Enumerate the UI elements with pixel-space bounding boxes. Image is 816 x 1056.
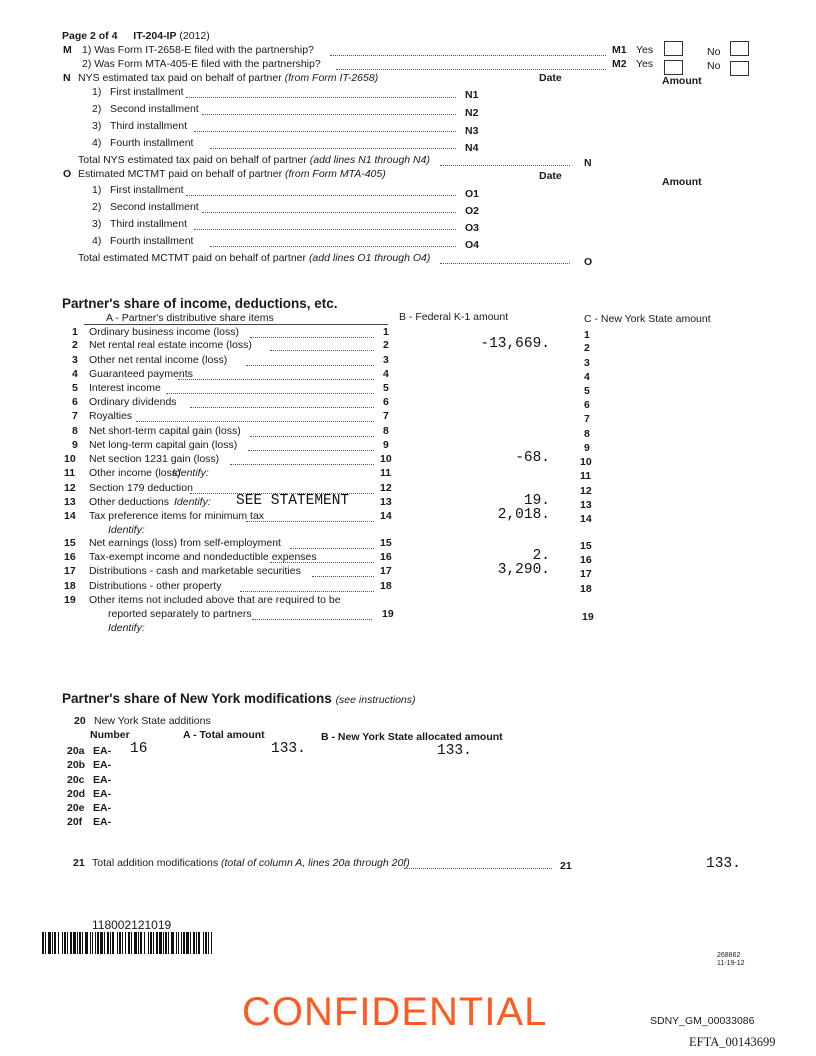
- share-row-b-code: 9: [383, 439, 389, 451]
- share-row-label: Net long-term capital gain (loss): [89, 439, 238, 451]
- barcode-bar: [73, 932, 76, 954]
- dot-leader: [210, 246, 456, 247]
- barcode-bar: [183, 932, 185, 954]
- dot-leader: [202, 114, 456, 115]
- section-m-letter: M: [63, 44, 72, 56]
- efta-number: EFTA_00143699: [689, 1035, 776, 1049]
- share-row-number: 16: [64, 551, 76, 563]
- share-row-number: 6: [72, 396, 78, 408]
- share-row-number: 4: [72, 368, 78, 380]
- dot-leader: [186, 195, 456, 196]
- mod-row-code: 20c: [67, 774, 85, 786]
- barcode-bar: [54, 932, 56, 954]
- share-row-number: 7: [72, 410, 78, 422]
- barcode-bar: [90, 932, 91, 954]
- share-row-label: Ordinary business income (loss): [89, 326, 239, 338]
- share-row-b-code: 8: [383, 425, 389, 437]
- share-row-identify-label: Identify:: [108, 622, 145, 634]
- modifications-section-title: Partner's share of New York modifications (see instructions): [62, 691, 416, 706]
- barcode-bar: [110, 932, 111, 954]
- barcode-bar: [165, 932, 167, 954]
- barcode-number: 118002121019: [92, 918, 172, 932]
- barcode-bar: [48, 932, 51, 954]
- dot-leader: [270, 350, 374, 351]
- m2-no-checkbox[interactable]: [730, 61, 749, 76]
- share-row-label: Net short-term capital gain (loss): [89, 425, 241, 437]
- o-item-code: O1: [465, 188, 480, 200]
- share-row-c-code: 2: [584, 342, 590, 354]
- share-row-number: 11: [64, 467, 76, 479]
- mod-row-code: 20b: [67, 759, 86, 771]
- share-row-b-code: 10: [380, 453, 392, 465]
- dot-leader: [246, 521, 374, 522]
- share-row-b-value: 19.: [523, 493, 550, 509]
- section-n-title: NYS estimated tax paid on behalf of partner (from Form IT-2658): [78, 72, 379, 84]
- share-row-number: 2: [72, 339, 78, 351]
- share-row-identify-label: Identify:: [108, 524, 145, 536]
- mod-row-total-amount: 133.: [271, 741, 306, 757]
- n-item-code: N1: [465, 89, 479, 101]
- share-row-b-value: 2.: [532, 548, 550, 564]
- form-code: 268862 11-19-12: [717, 952, 745, 967]
- dot-leader: [290, 548, 374, 549]
- share-row-b-code: 13: [380, 496, 392, 508]
- barcode-bar: [62, 932, 63, 954]
- share-row-number: 8: [72, 425, 78, 437]
- barcode-bar: [70, 932, 72, 954]
- share-row-label: Tax-exempt income and nondeductible expenses: [89, 551, 317, 563]
- share-row-label-continued: reported separately to partners: [108, 608, 252, 620]
- barcode-bar: [97, 932, 99, 954]
- n-item-label: Third installment: [110, 120, 188, 132]
- mod-header-number: Number: [90, 729, 130, 741]
- share-row-c-code: 12: [580, 485, 592, 497]
- share-row-label: Guaranteed payments: [89, 368, 193, 380]
- share-row-c-code: 9: [584, 442, 590, 454]
- dot-leader: [194, 229, 456, 230]
- barcode-bar: [85, 932, 88, 954]
- barcode-bar: [45, 932, 46, 954]
- share-row-c-code: 7: [584, 413, 590, 425]
- share-row-label: Distributions - cash and marketable securities: [89, 565, 301, 577]
- m1-no-checkbox[interactable]: [730, 41, 749, 56]
- share-row-identify-label: Identify:: [174, 496, 211, 508]
- barcode-bar: [171, 932, 174, 954]
- barcode-bar: [150, 932, 152, 954]
- dot-leader: [250, 436, 374, 437]
- barcode-bar: [52, 932, 53, 954]
- barcode-bar: [168, 932, 169, 954]
- share-row-number: 13: [64, 496, 76, 508]
- barcode-bar: [128, 932, 130, 954]
- share-row-b-value: -68.: [515, 450, 550, 466]
- dot-leader: [440, 263, 570, 264]
- line21-number: 21: [73, 857, 85, 869]
- dot-leader: [252, 619, 372, 620]
- share-row-label: Other income (loss): [89, 467, 181, 479]
- line20-label: New York State additions: [94, 715, 211, 727]
- share-row-label: Other items not included above that are required to be: [89, 594, 341, 606]
- share-col-a-header: A - Partner's distributive share items: [106, 312, 274, 324]
- share-row-c-code: 10: [580, 456, 592, 468]
- share-row-label: Net section 1231 gain (loss): [89, 453, 220, 465]
- section-o-date-header: Date: [539, 170, 562, 182]
- section-n-date-header: Date: [539, 72, 562, 84]
- barcode-bar: [64, 932, 66, 954]
- share-row-label: Other deductions: [89, 496, 169, 508]
- dot-leader: [194, 131, 456, 132]
- section-n-total: Total NYS estimated tax paid on behalf of partner (add lines N1 through N4): [78, 154, 430, 166]
- barcode-bar: [92, 932, 93, 954]
- form-year: (2012): [179, 30, 210, 42]
- barcode-bar: [67, 932, 68, 954]
- n-item-label: Fourth installment: [110, 137, 194, 149]
- m1-code: M1: [612, 44, 627, 56]
- m2-yes-label: Yes: [636, 58, 654, 70]
- m1-yes-label: Yes: [636, 44, 654, 56]
- mod-row-code: 20f: [67, 816, 83, 828]
- share-row-label: Ordinary dividends: [89, 396, 177, 408]
- barcode-bar: [181, 932, 182, 954]
- share-row-label: Net rental real estate income (loss): [89, 339, 252, 351]
- mod-row-number: 16: [130, 741, 148, 757]
- line21-label: Total addition modifications (total of column A, lines 20a through 20f): [92, 857, 410, 869]
- barcode-bar: [178, 932, 179, 954]
- o-item-number: 3): [92, 218, 102, 230]
- m1-no-label: No: [707, 46, 721, 58]
- o-item-number: 1): [92, 184, 102, 196]
- dot-leader: [312, 576, 374, 577]
- o-item-label: Third installment: [110, 218, 188, 230]
- share-row-c-code: 6: [584, 399, 590, 411]
- barcode-bar: [211, 932, 212, 954]
- page-number: Page 2 of 4: [62, 30, 118, 42]
- mod-row-prefix: EA-: [93, 774, 112, 786]
- barcode-bar: [198, 932, 200, 954]
- barcode-bar: [82, 932, 83, 954]
- share-row-c-code: 13: [580, 499, 592, 511]
- barcode-bar: [144, 932, 145, 954]
- share-row-number: 5: [72, 382, 78, 394]
- section-o-total-code: O: [584, 256, 593, 268]
- barcode-bar: [193, 932, 195, 954]
- barcode-image: [42, 932, 214, 954]
- barcode-bar: [117, 932, 118, 954]
- barcode-bar: [95, 932, 96, 954]
- o-item-label: First installment: [110, 184, 184, 196]
- barcode-bar: [122, 932, 123, 954]
- m2-yes-checkbox[interactable]: [664, 60, 683, 75]
- share-row-b-code: 3: [383, 354, 389, 366]
- share-row-number: 12: [64, 482, 76, 494]
- barcode-bar: [208, 932, 209, 954]
- share-row-b-value: 3,290.: [497, 562, 550, 578]
- share-row-number: 15: [64, 537, 76, 549]
- n-item-code: N2: [465, 107, 479, 119]
- share-row-number: 10: [64, 453, 76, 465]
- share-row-label: Tax preference items for minimum tax: [89, 510, 265, 522]
- o-item-label: Second installment: [110, 201, 199, 213]
- share-row-identify-label: Identify:: [172, 467, 209, 479]
- barcode-bar: [190, 932, 191, 954]
- dot-leader: [336, 69, 606, 70]
- m2-code: M2: [612, 58, 627, 70]
- share-row-number: 9: [72, 439, 78, 451]
- line21-code: 21: [560, 860, 572, 872]
- barcode-bar: [148, 932, 149, 954]
- o-item-label: Fourth installment: [110, 235, 194, 247]
- n-item-number: 2): [92, 103, 102, 115]
- section-n-total-code: N: [584, 157, 592, 169]
- dot-leader: [404, 868, 552, 869]
- share-row-c-code: 4: [584, 371, 590, 383]
- share-row-c-code: 15: [580, 540, 592, 552]
- dot-leader: [190, 407, 374, 408]
- section-n-letter: N: [63, 72, 71, 84]
- barcode-bar: [131, 932, 132, 954]
- mod-row-code: 20d: [67, 788, 86, 800]
- barcode-bar: [100, 932, 103, 954]
- share-row-b-code: 11: [380, 467, 392, 479]
- share-row-b-value: -13,669.: [480, 336, 550, 352]
- barcode-bar: [119, 932, 121, 954]
- share-row-c-code: 18: [580, 583, 592, 595]
- n-item-code: N4: [465, 142, 479, 154]
- o-item-number: 2): [92, 201, 102, 213]
- barcode-bar: [196, 932, 197, 954]
- dot-leader: [440, 165, 570, 166]
- share-row-c-code: 3: [584, 357, 590, 369]
- barcode-bar: [134, 932, 137, 954]
- barcode-bar: [42, 932, 44, 954]
- share-row-b-value: 2,018.: [497, 507, 550, 523]
- n-item-code: N3: [465, 125, 479, 137]
- barcode-bar: [205, 932, 207, 954]
- mod-row-code: 20a: [67, 745, 85, 757]
- dot-leader: [250, 337, 374, 338]
- section-m-q2: 2) Was Form MTA-405-E filed with the partnership?: [82, 58, 321, 70]
- barcode-bar: [186, 932, 189, 954]
- form-id: IT-204-IP: [133, 30, 177, 42]
- dot-leader: [270, 562, 374, 563]
- line21-value: 133.: [706, 856, 741, 872]
- share-row-c-code: 16: [580, 554, 592, 566]
- line20-number: 20: [74, 715, 86, 727]
- dot-leader: [330, 55, 606, 56]
- header-rule: [84, 324, 388, 325]
- share-row-b-code: 14: [380, 510, 392, 522]
- share-row-label: Distributions - other property: [89, 580, 222, 592]
- dot-leader: [210, 148, 456, 149]
- share-row-number: 18: [64, 580, 76, 592]
- barcode-bar: [104, 932, 105, 954]
- share-row-b-code: 1: [383, 326, 389, 338]
- share-row-number: 19: [64, 594, 76, 606]
- mod-row-code: 20e: [67, 802, 85, 814]
- barcode-bar: [140, 932, 142, 954]
- barcode-bar: [58, 932, 59, 954]
- o-item-code: O4: [465, 239, 480, 251]
- dot-leader: [186, 97, 456, 98]
- barcode-bar: [176, 932, 177, 954]
- mod-row-prefix: EA-: [93, 788, 112, 800]
- dot-leader: [202, 212, 456, 213]
- barcode-bar: [153, 932, 154, 954]
- share-row-b-code: 12: [380, 482, 392, 494]
- barcode-bar: [107, 932, 109, 954]
- bates-number: SDNY_GM_00033086: [650, 1015, 755, 1027]
- dot-leader: [248, 450, 374, 451]
- barcode-bar: [156, 932, 158, 954]
- share-row-b-code: 7: [383, 410, 389, 422]
- dot-leader: [178, 379, 374, 380]
- mod-row-prefix: EA-: [93, 759, 112, 771]
- o-item-number: 4): [92, 235, 102, 247]
- n-item-number: 4): [92, 137, 102, 149]
- n-item-number: 1): [92, 86, 102, 98]
- share-row-b-code: 2: [383, 339, 389, 351]
- section-m-q1: 1) Was Form IT-2658-E filed with the partnership?: [82, 44, 314, 56]
- share-row-identify-value: SEE STATEMENT: [236, 493, 350, 509]
- share-row-b-code: 17: [380, 565, 392, 577]
- barcode-bar: [77, 932, 78, 954]
- mod-row-prefix: EA-: [93, 802, 112, 814]
- section-o-amount-header: Amount: [662, 176, 702, 188]
- share-row-c-code: 14: [580, 513, 592, 525]
- share-row-number: 17: [64, 565, 76, 577]
- section-o-letter: O: [63, 168, 72, 180]
- section-o-total: Total estimated MCTMT paid on behalf of partner (add lines O1 through O4): [78, 252, 431, 264]
- mod-row-ny-amount: 133.: [437, 743, 472, 759]
- mod-row-prefix: EA-: [93, 816, 112, 828]
- share-row-label: Other net rental income (loss): [89, 354, 228, 366]
- o-item-code: O3: [465, 222, 480, 234]
- share-row-c-code: 11: [580, 470, 592, 482]
- m2-no-label: No: [707, 60, 721, 72]
- dot-leader: [246, 365, 374, 366]
- share-row-label: Net earnings (loss) from self-employment: [89, 537, 281, 549]
- dot-leader: [240, 591, 374, 592]
- share-row-number: 14: [64, 510, 76, 522]
- section-n-amount-header: Amount: [662, 75, 702, 87]
- confidential-stamp: CONFIDENTIAL: [242, 990, 548, 1034]
- mod-header-b: B - New York State allocated amount: [321, 731, 503, 743]
- mod-header-a: A - Total amount: [183, 729, 265, 741]
- share-section-title: Partner's share of income, deductions, etc.: [62, 296, 338, 311]
- share-row-number: 3: [72, 354, 78, 366]
- share-col-b-header: B - Federal K-1 amount: [399, 311, 509, 323]
- barcode-bar: [138, 932, 139, 954]
- share-col-c-header: C - New York State amount: [584, 313, 711, 325]
- barcode-bar: [112, 932, 114, 954]
- share-row-b-code: 19: [382, 608, 394, 620]
- m1-yes-checkbox[interactable]: [664, 41, 683, 56]
- barcode-bar: [163, 932, 164, 954]
- share-row-b-code: 6: [383, 396, 389, 408]
- share-row-number: 1: [72, 326, 78, 338]
- share-row-b-code: 5: [383, 382, 389, 394]
- share-row-c-code: 19: [582, 611, 594, 623]
- share-row-b-code: 16: [380, 551, 392, 563]
- mod-row-prefix: EA-: [93, 745, 112, 757]
- dot-leader: [230, 464, 374, 465]
- share-row-c-code: 1: [584, 329, 590, 341]
- dot-leader: [136, 421, 374, 422]
- barcode-bar: [203, 932, 204, 954]
- share-row-c-code: 17: [580, 568, 592, 580]
- share-row-b-code: 18: [380, 580, 392, 592]
- barcode-bar: [159, 932, 162, 954]
- share-row-label: Interest income: [89, 382, 161, 394]
- share-row-label: Section 179 deduction: [89, 482, 193, 494]
- share-row-b-code: 4: [383, 368, 389, 380]
- n-item-label: First installment: [110, 86, 184, 98]
- o-item-code: O2: [465, 205, 480, 217]
- share-row-c-code: 8: [584, 428, 590, 440]
- barcode-bar: [79, 932, 81, 954]
- section-o-title: Estimated MCTMT paid on behalf of partner (from Form MTA-405): [78, 168, 386, 180]
- barcode-bar: [125, 932, 126, 954]
- share-row-b-code: 15: [380, 537, 392, 549]
- share-row-label: Royalties: [89, 410, 133, 422]
- page-header: [62, 30, 210, 42]
- n-item-label: Second installment: [110, 103, 199, 115]
- share-row-c-code: 5: [584, 385, 590, 397]
- n-item-number: 3): [92, 120, 102, 132]
- dot-leader: [166, 393, 374, 394]
